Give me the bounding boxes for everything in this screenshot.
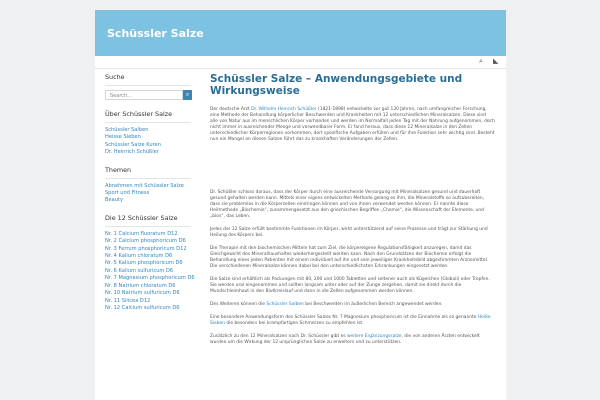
top-toolbar [95,56,506,69]
sidebar-link[interactable]: Heisse Sieben [105,134,141,141]
sidebar-link[interactable]: Sport und Fitness [105,190,150,197]
sidebar-heading-themes: Themen [105,165,132,174]
sidebar-link[interactable]: Nr. 7 Magnesium phosphoricum D6 [105,275,195,282]
sidebar-heading-about: Über Schüssler Salze [105,110,173,118]
inline-link[interactable]: Heiße Sieben [210,315,491,326]
paragraph [210,315,495,327]
search-button[interactable] [183,90,192,100]
paragraph: Die Salze sind erhältlich als Packungen mit 80, 200 und 1000 Tabletten und seltener auch als Kügelchen (Globuli) oder Tropfen. Sie werden oral eingenommen und sollten langsam unter oder auf der Zunge zergehen, damit sie direkt durch die Mundschleimhaut in den Blutkreislauf und dann in die Zellen aufgenommen werden können. [210,277,490,294]
sidebar-link[interactable]: Nr. 2 Calcium phosphoricum D6 [105,238,186,245]
sidebar-link[interactable]: Beauty [105,197,123,204]
paragraph [210,107,495,143]
text: die besonders bei krampfartigen Schmerzen zu empfehlen ist. [224,321,364,326]
sidebar-link[interactable]: Schüssler Salze Kuren [105,141,161,148]
rss-icon[interactable]: ◣ [493,57,499,65]
sidebar [105,73,195,321]
spacer [210,150,495,190]
text: Der deutsche Arzt [210,107,252,112]
sidebar-link[interactable]: Nr. 6 Kalium sulfuricum D6 [105,267,174,274]
divider [105,122,191,123]
sidebar-link[interactable]: Nr. 11 Silicea D12 [105,297,151,304]
search-icon[interactable]: ⌕ [479,57,483,65]
sidebar-link[interactable]: Nr. 8 Natrium chloratum D6 [105,282,176,289]
divider [105,85,191,86]
text: (1821-1898) entwickelte vor gut 130 Jahren, nach umfangreicher Forschung, eine Methode der Behandlung körperlicher Beschwerden und Krankheiten mit 12 unterschiedlichen Mineralsalzen. Diese sind alle von Natur aus im menschlichen Körper vorhanden und werden im Normalfall jeden Tag mit der Nahrung aufgenommen, doch nicht immer in ausreichender Menge und verwendbarer Form. Er fand heraus, dass diese 12 Mineralsalze in den Zellen unterschiedlicher Körperregionen vorkommen, dort spezifische Aufgaben erfüllen und für ihre Funktion sehr wichtig sind. Besteht nun ein Mangel an diesen Salzen führt das zu krankhaften Veränderungen der Zellen. [210,107,495,142]
inline-link[interactable]: Schüssler Salben [266,302,304,307]
main-content [210,73,495,353]
about-list [105,127,191,157]
divider [105,226,191,227]
inline-link[interactable]: Dr. Wilhelm Heinrich Schüßler [251,107,317,112]
text: , die von anderen Ärzten entwickelt wurden um die Wirkung der 12 ursprünglichen Salze zu erweitern und zu unterstützen. [210,334,480,345]
sidebar-link[interactable]: Nr. 12 Calcium sulfuricum D6 [105,304,180,311]
paragraph: Jedes der 12 Salze erfüllt bestimmte Funktionen im Körper, wirkt unterstützend auf seine Prozesse und trägt zur Stärkung und Heilung des Körpers bei. [210,227,488,238]
paragraph: Die Therapie mit den biochemischen Mitteln hat zum Ziel, die körpereigene Regulationsfähigkeit anzuregen, damit das Gleichgewicht des Mineralhaushaltes wiederhergestellt werden kann. Nach den Grundsätzen der Biochemie erfolgt die Behandlung eines jeden Patienten mit einem individuell auf ihn und sein jeweiliges Krankheitsbild abgestimmten Arzneimittel. Die verschiedenen Mineralsalze können dabei bei den unterschiedlichsten Erkrankungen eingesetzt werden. [210,246,489,269]
text: Des Weiteren können die [210,302,267,307]
text: bei Beschwerden im äußerlichen Bereich angewendet werden. [303,302,443,307]
divider [105,178,191,179]
sidebar-link[interactable]: Nr. 10 Natrium sulfuricum D6 [105,290,180,297]
search-form [105,90,191,102]
page-container [95,10,506,400]
text: Zusätzlich zu den 12 Mineralsalzen nach Dr. Schüssler gibt es [210,334,347,339]
search-input[interactable]: Search... [105,90,183,100]
sidebar-link[interactable]: Nr. 1 Calcium fluoratum D12 [105,230,178,237]
salts-list [105,230,195,312]
sidebar-link[interactable]: Nr. 5 Kalium phosphoricum D6 [105,260,183,267]
site-header [95,10,506,56]
sidebar-heading-salts: Die 12 Schüssler Salze [105,213,178,222]
sidebar-link[interactable]: Schüssler Salben [105,127,149,133]
sidebar-link[interactable]: Dr. Heinrich Schüßler [105,149,159,156]
site-title[interactable]: Schüssler Salze [107,26,204,40]
sidebar-link[interactable]: Nr. 3 Ferrum phosphoricum D12 [105,245,187,252]
search-heading: Suche [105,73,125,81]
paragraph: Dr. Schüßler schloss daraus, dass der Körper durch eine ausreichende Versorgung mit Mineralsalzen gesund und dauerhaft gesund gehalten werden kann. Mittels einer eigens entwickelten Methode gelang es ihm, die Mineralstoffe so aufzubereiten, dass sie problemlos in die Körperzellen eindringen können und von ihnen verwendet werden können. Er nannte diese Heilmethode „Biochemie“, zusammengesetzt aus den griechischen Begriffen „Chemie“, die Wissenschaft der Elemente, und „bios“, das Leben. [210,190,485,219]
search-icon: ⌕ [185,91,190,98]
themes-list [105,183,191,205]
paragraph [210,334,495,346]
sidebar-link[interactable]: Abnehmen mit Schüssler Salze [105,182,184,189]
text: Eine besondere Anwendungsform des Schüssler Salzes Nr. 7 Magnesium phosphoricum ist die Einnahme als so genannte [210,315,478,320]
page-title: Schüssler Salze – Anwendungsgebiete und Wirkungsweise [210,73,463,97]
sidebar-link[interactable]: Nr. 4 Kalium chloratum D6 [105,253,173,260]
inline-link[interactable]: weitere Ergänzungssalze [346,334,402,339]
paragraph [210,302,495,308]
